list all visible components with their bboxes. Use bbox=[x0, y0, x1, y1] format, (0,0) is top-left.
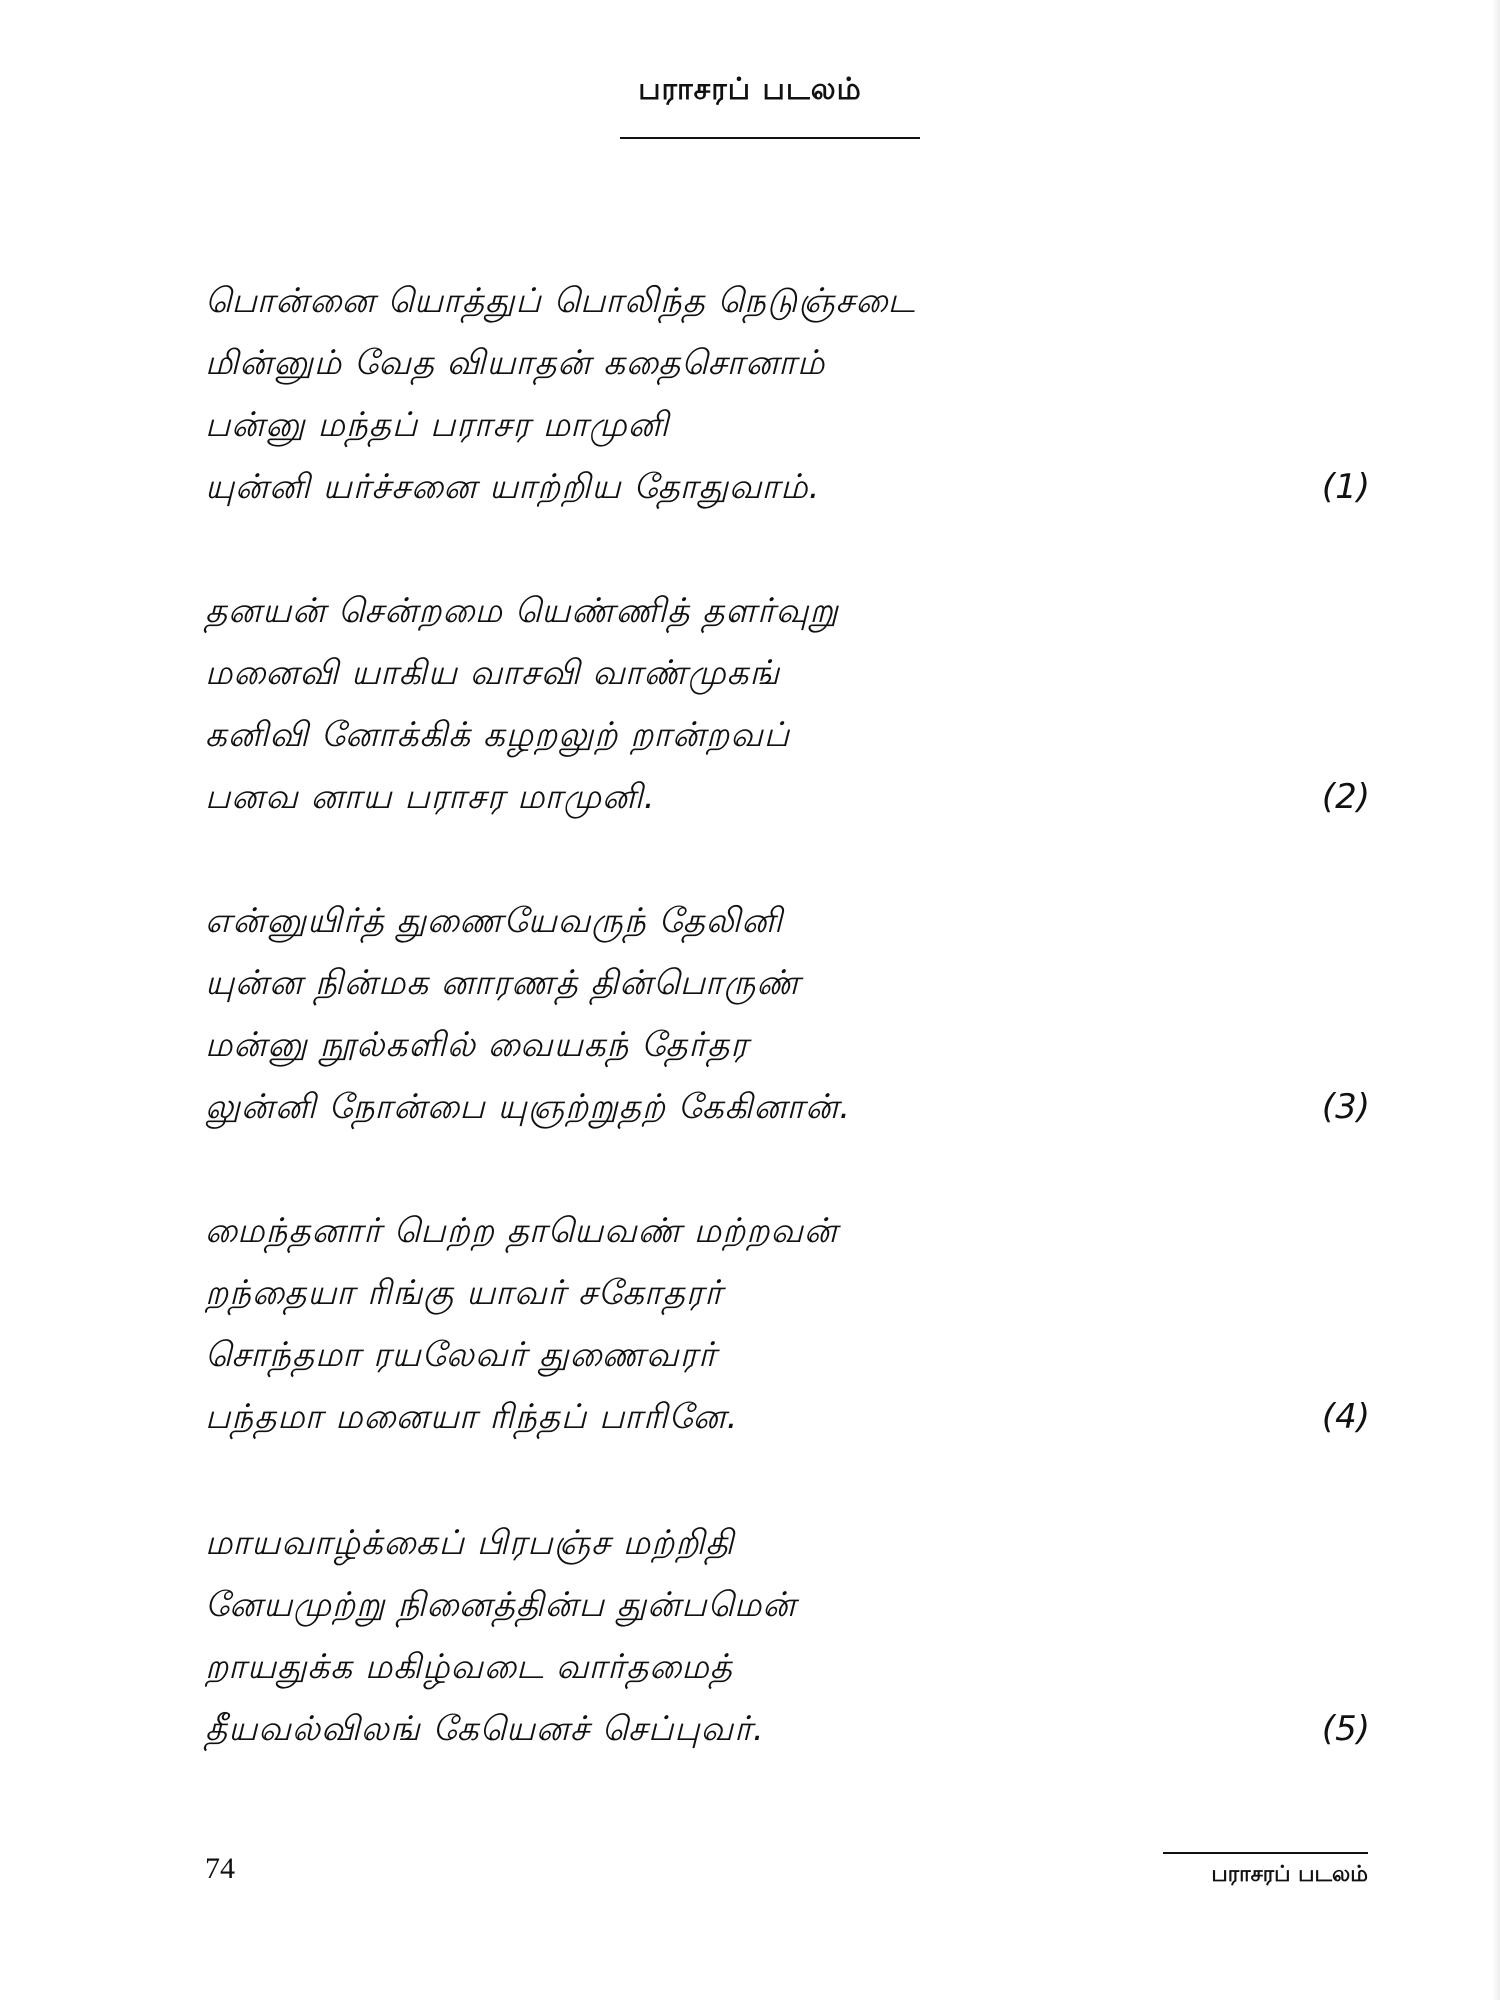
verse-line: பன்னு மந்தப் பராசர மாமுனி bbox=[205, 405, 670, 445]
page-number: 74 bbox=[205, 1852, 235, 1885]
verse-line: பனவ னாய பராசர மாமுனி. bbox=[205, 777, 656, 817]
verse-line: மாயவாழ்க்கைப் பிரபஞ்ச மற்றிதி bbox=[205, 1523, 735, 1563]
verse-line: பொன்னை யொத்துப் பொலிந்த நெடுஞ்சடை bbox=[205, 281, 916, 321]
verse-line: என்னுயிர்த் துணையேவருந் தேலினி bbox=[205, 901, 784, 941]
footer-rule bbox=[1163, 1852, 1368, 1854]
title-underline bbox=[620, 137, 920, 139]
verse-line: மின்னும் வேத வியாதன் கதைசொனாம் bbox=[205, 343, 826, 383]
verse-line: மைந்தனார் பெற்ற தாயெவண் மற்றவன் bbox=[205, 1211, 838, 1251]
verse-line: யுன்ன நின்மக னாரணத் தின்பொருண் bbox=[205, 963, 801, 1003]
verse-number: (4) bbox=[1321, 1397, 1370, 1437]
page-title: பராசரப் படலம் bbox=[638, 72, 862, 107]
verse-line: சொந்தமா ரயலேவர் துணைவரர் bbox=[205, 1335, 717, 1375]
stanza-5 bbox=[205, 1512, 1370, 1760]
footer-running-title: பராசரப் படலம் bbox=[1211, 1862, 1368, 1887]
verse-line: மன்னு நூல்களில் வையகந் தேர்தர bbox=[205, 1025, 749, 1065]
verse-line: யுன்னி யர்ச்சனை யாற்றிய தோதுவாம். bbox=[205, 467, 821, 507]
stanza-2 bbox=[205, 580, 1370, 828]
verse-line: றந்தையா ரிங்கு யாவர் சகோதரர் bbox=[205, 1273, 724, 1313]
stanza-4 bbox=[205, 1200, 1370, 1448]
verse-line: தனயன் சென்றமை யெண்ணித் தளர்வுறு bbox=[205, 591, 839, 631]
verse-number: (1) bbox=[1321, 467, 1370, 507]
verse-line: மனைவி யாகிய வாசவி வாண்முகங் bbox=[205, 653, 781, 693]
verse-line: னேயமுற்று நினைத்தின்ப துன்பமென் bbox=[205, 1585, 797, 1625]
verse-number: (3) bbox=[1321, 1087, 1370, 1127]
verse-line: பந்தமா மனையா ரிந்தப் பாரினே. bbox=[205, 1397, 739, 1437]
verse-number: (5) bbox=[1321, 1709, 1370, 1749]
stanza-1 bbox=[205, 270, 1370, 518]
verse-line: கனிவி னோக்கிக் கழறலுற் றான்றவப் bbox=[205, 715, 791, 755]
verse-line: தீயவல்விலங் கேயெனச் செப்புவர். bbox=[205, 1709, 765, 1749]
stanza-3 bbox=[205, 890, 1370, 1138]
verse-line: றாயதுக்க மகிழ்வடை வார்தமைத் bbox=[205, 1647, 733, 1687]
verse-line: லுன்னி நோன்பை யுஞற்றுதற் கேகினான். bbox=[205, 1087, 852, 1127]
verse-number: (2) bbox=[1321, 777, 1370, 817]
page-edge-shadow bbox=[1492, 0, 1500, 2000]
